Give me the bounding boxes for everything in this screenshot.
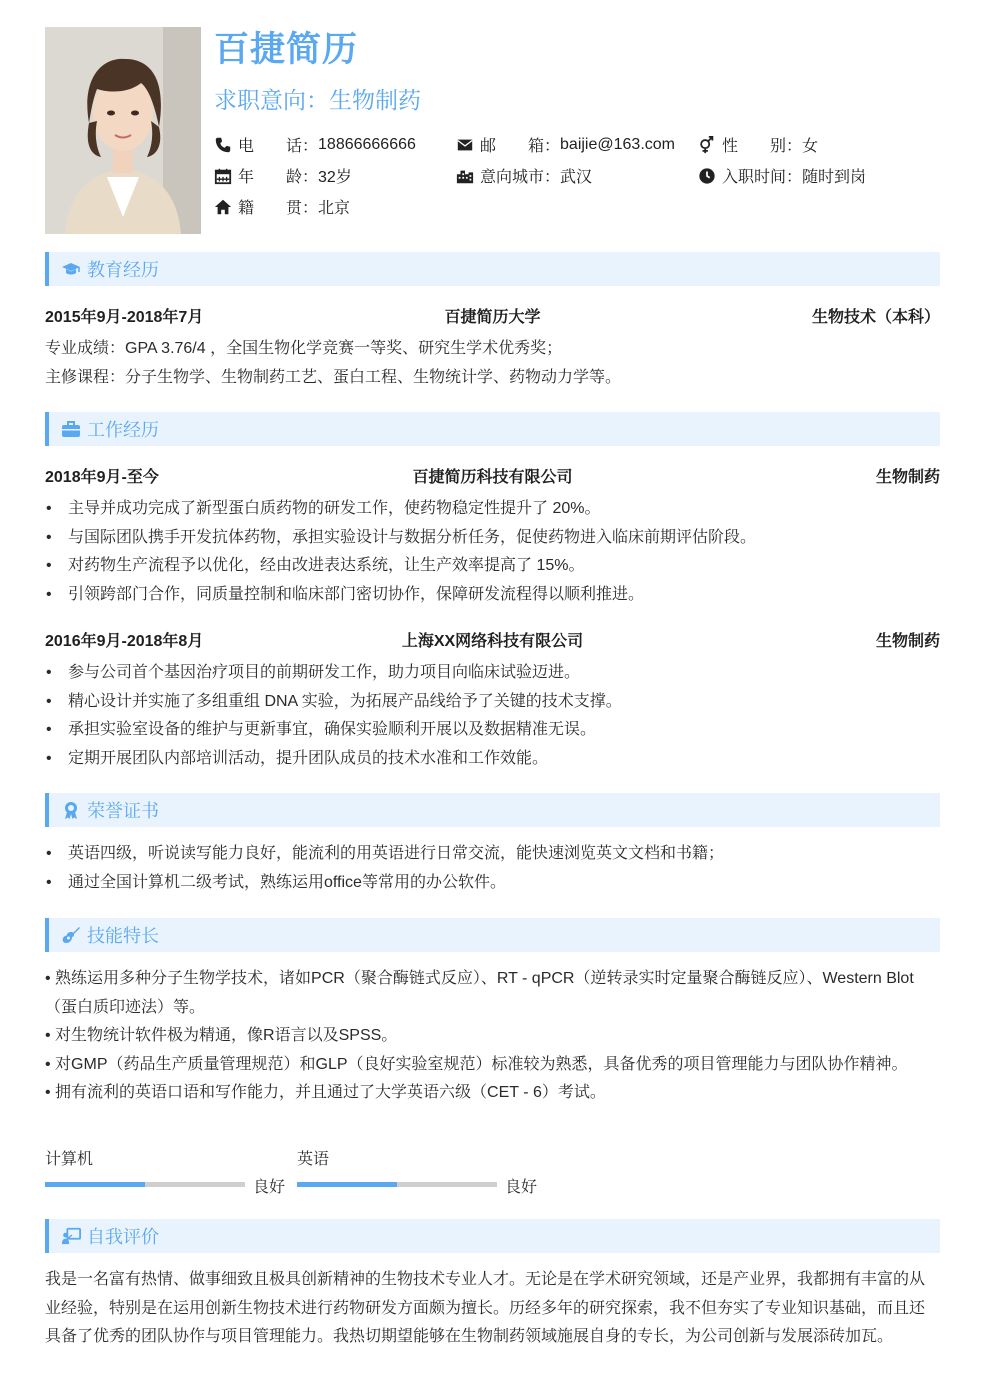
job-period: 2018年9月-至今 — [45, 469, 159, 486]
education-major: 生物技术（本科） — [811, 309, 940, 326]
gender-value: 女 — [802, 138, 819, 155]
list-item: • 主导并成功完成了新型蛋白质药物的研发工作，使药物稳定性提升了 20%。 — [68, 495, 940, 524]
section-title: 技能特长 — [87, 926, 159, 946]
clock-icon — [698, 167, 716, 185]
section-title: 荣誉证书 — [87, 801, 159, 821]
phone-label: 电 话： — [238, 138, 319, 155]
email-label: 邮 箱： — [480, 138, 561, 155]
education-header — [45, 304, 940, 330]
skill-level: 良好 — [253, 1179, 286, 1196]
gender-icon — [698, 136, 716, 154]
education-period: 2015年9月-2018年7月 — [45, 309, 204, 326]
list-item: • 英语四级，听说读写能力良好，能流利的用英语进行日常交流，能快速浏览英文文档和书籍； — [68, 840, 940, 869]
job-period: 2016年9月-2018年8月 — [45, 633, 204, 650]
calendar-icon — [214, 167, 232, 185]
section-education — [45, 252, 940, 286]
section-title: 工作经历 — [87, 420, 159, 440]
entry-label: 入职时间： — [722, 169, 803, 186]
education-line: 专业成绩：GPA 3.76/4 ，全国生物化学竞赛一等奖、研究生学术优秀奖； — [45, 340, 563, 357]
skill-name: 计算机 — [45, 1151, 94, 1168]
phone-info — [214, 133, 416, 156]
company-name: 上海XX网络科技有限公司 — [401, 633, 584, 650]
city-info — [456, 164, 592, 187]
entry-value: 随时到岗 — [802, 169, 867, 186]
briefcase-icon — [61, 419, 81, 439]
school-name: 百捷简历大学 — [444, 309, 541, 326]
award-icon — [61, 800, 81, 820]
age-value: 32岁 — [318, 169, 352, 186]
city-label: 意向城市： — [480, 169, 561, 186]
origin-value: 北京 — [318, 200, 351, 217]
job-role: 生物制药 — [875, 633, 940, 650]
portrait-image — [45, 27, 201, 234]
education-line: 主修课程：分子生物学、生物制药工艺、蛋白工程、生物统计学、药物动力学等。 — [45, 368, 622, 386]
phone-value: 18866666666 — [318, 135, 416, 153]
section-title: 教育经历 — [87, 260, 159, 280]
job-header — [45, 464, 940, 490]
list-item: • 承担实验室设备的维护与更新事宜，确保实验顺利开展以及数据精准无误。 — [68, 716, 940, 745]
resume-name: 百捷简历 — [214, 30, 359, 69]
skill-bar-fill — [297, 1182, 397, 1187]
skill-bar-computer — [45, 1182, 245, 1187]
guitar-icon — [61, 925, 81, 945]
honor-bullets — [45, 840, 940, 897]
job-intent: 求职意向：生物制药 — [214, 87, 421, 113]
presentation-icon — [61, 1226, 81, 1246]
age-label: 年 龄： — [238, 169, 319, 186]
gender-info — [698, 133, 818, 156]
list-item: • 通过全国计算机二级考试，熟练运用office等常用的办公软件。 — [68, 869, 940, 898]
company-name: 百捷简历科技有限公司 — [412, 469, 573, 486]
age-info — [214, 164, 352, 187]
list-item: • 定期开展团队内部培训活动，提升团队成员的技术水准和工作效能。 — [68, 745, 940, 774]
section-title: 自我评价 — [87, 1227, 159, 1247]
email-value: baijie@163.com — [560, 135, 675, 153]
list-item: • 引领跨部门合作，同质量控制和临床部门密切协作，保障研发流程得以顺利推进。 — [68, 581, 940, 610]
section-work — [45, 412, 940, 446]
profile-photo — [45, 27, 201, 234]
section-honors — [45, 793, 940, 827]
list-item: • 精心设计并实施了多组重组 DNA 实验，为拓展产品线给予了关键的技术支撑。 — [68, 688, 940, 717]
education-details — [45, 335, 940, 392]
job-bullets — [45, 659, 940, 773]
job-bullets — [45, 495, 940, 609]
skill-bar-fill — [45, 1182, 145, 1187]
graduation-cap-icon — [61, 259, 81, 279]
phone-icon — [214, 136, 232, 154]
entry-info — [698, 164, 866, 187]
skill-bar-english — [297, 1182, 497, 1187]
job-role: 生物制药 — [875, 469, 940, 486]
skill-level: 良好 — [505, 1179, 538, 1196]
skills-text: • 熟练运用多种分子生物学技术，诸如PCR（聚合酶链式反应）、RT - qPCR（逆转录实时定量聚合酶链反应）、Western Blot（蛋白质印迹法）等。 • 对生物统计软件极为精通，像R语言以及SPSS。 • 对GMP（药品生产质量管理规范）和GLP（良好实验室规范）标准较为熟悉，具备优秀的项目管理能力与团队协作精神。 • 拥有流利的英语口语和写作能力，并且通过了大学英语六级（CET - 6）考试。 — [45, 970, 914, 1101]
gender-label: 性 别： — [722, 138, 803, 155]
job-header — [45, 628, 940, 654]
envelope-icon — [456, 136, 474, 154]
email-info — [456, 133, 675, 156]
origin-label: 籍 贯： — [238, 200, 319, 217]
list-item: • 对药物生产流程予以优化，经由改进表达系统，让生产效率提高了 15%。 — [68, 552, 940, 581]
self-evaluation-text: 我是一名富有热情、做事细致且极具创新精神的生物技术专业人才。无论是在学术研究领域，还是产业界，我都拥有丰富的从业经验，特别是在运用创新生物技术进行药物研发方面颇为擅长。历经多年的研究探索，我不但夯实了专业知识基础，而且还具备了优秀的团队协作与项目管理能力。我热切期望能够在生物制药领域施展自身的专长，为公司创新与发展添砖加瓦。 — [45, 1271, 926, 1345]
building-icon — [456, 167, 474, 185]
origin-info — [214, 195, 350, 218]
home-icon — [214, 198, 232, 216]
skill-name: 英语 — [297, 1151, 330, 1168]
city-value: 武汉 — [560, 169, 593, 186]
list-item: • 与国际团队携手开发抗体药物，承担实验设计与数据分析任务，促使药物进入临床前期评估阶段。 — [68, 524, 940, 553]
list-item: • 参与公司首个基因治疗项目的前期研发工作，助力项目向临床试验迈进。 — [68, 659, 940, 688]
section-skills — [45, 918, 940, 952]
section-self-evaluation — [45, 1219, 940, 1253]
